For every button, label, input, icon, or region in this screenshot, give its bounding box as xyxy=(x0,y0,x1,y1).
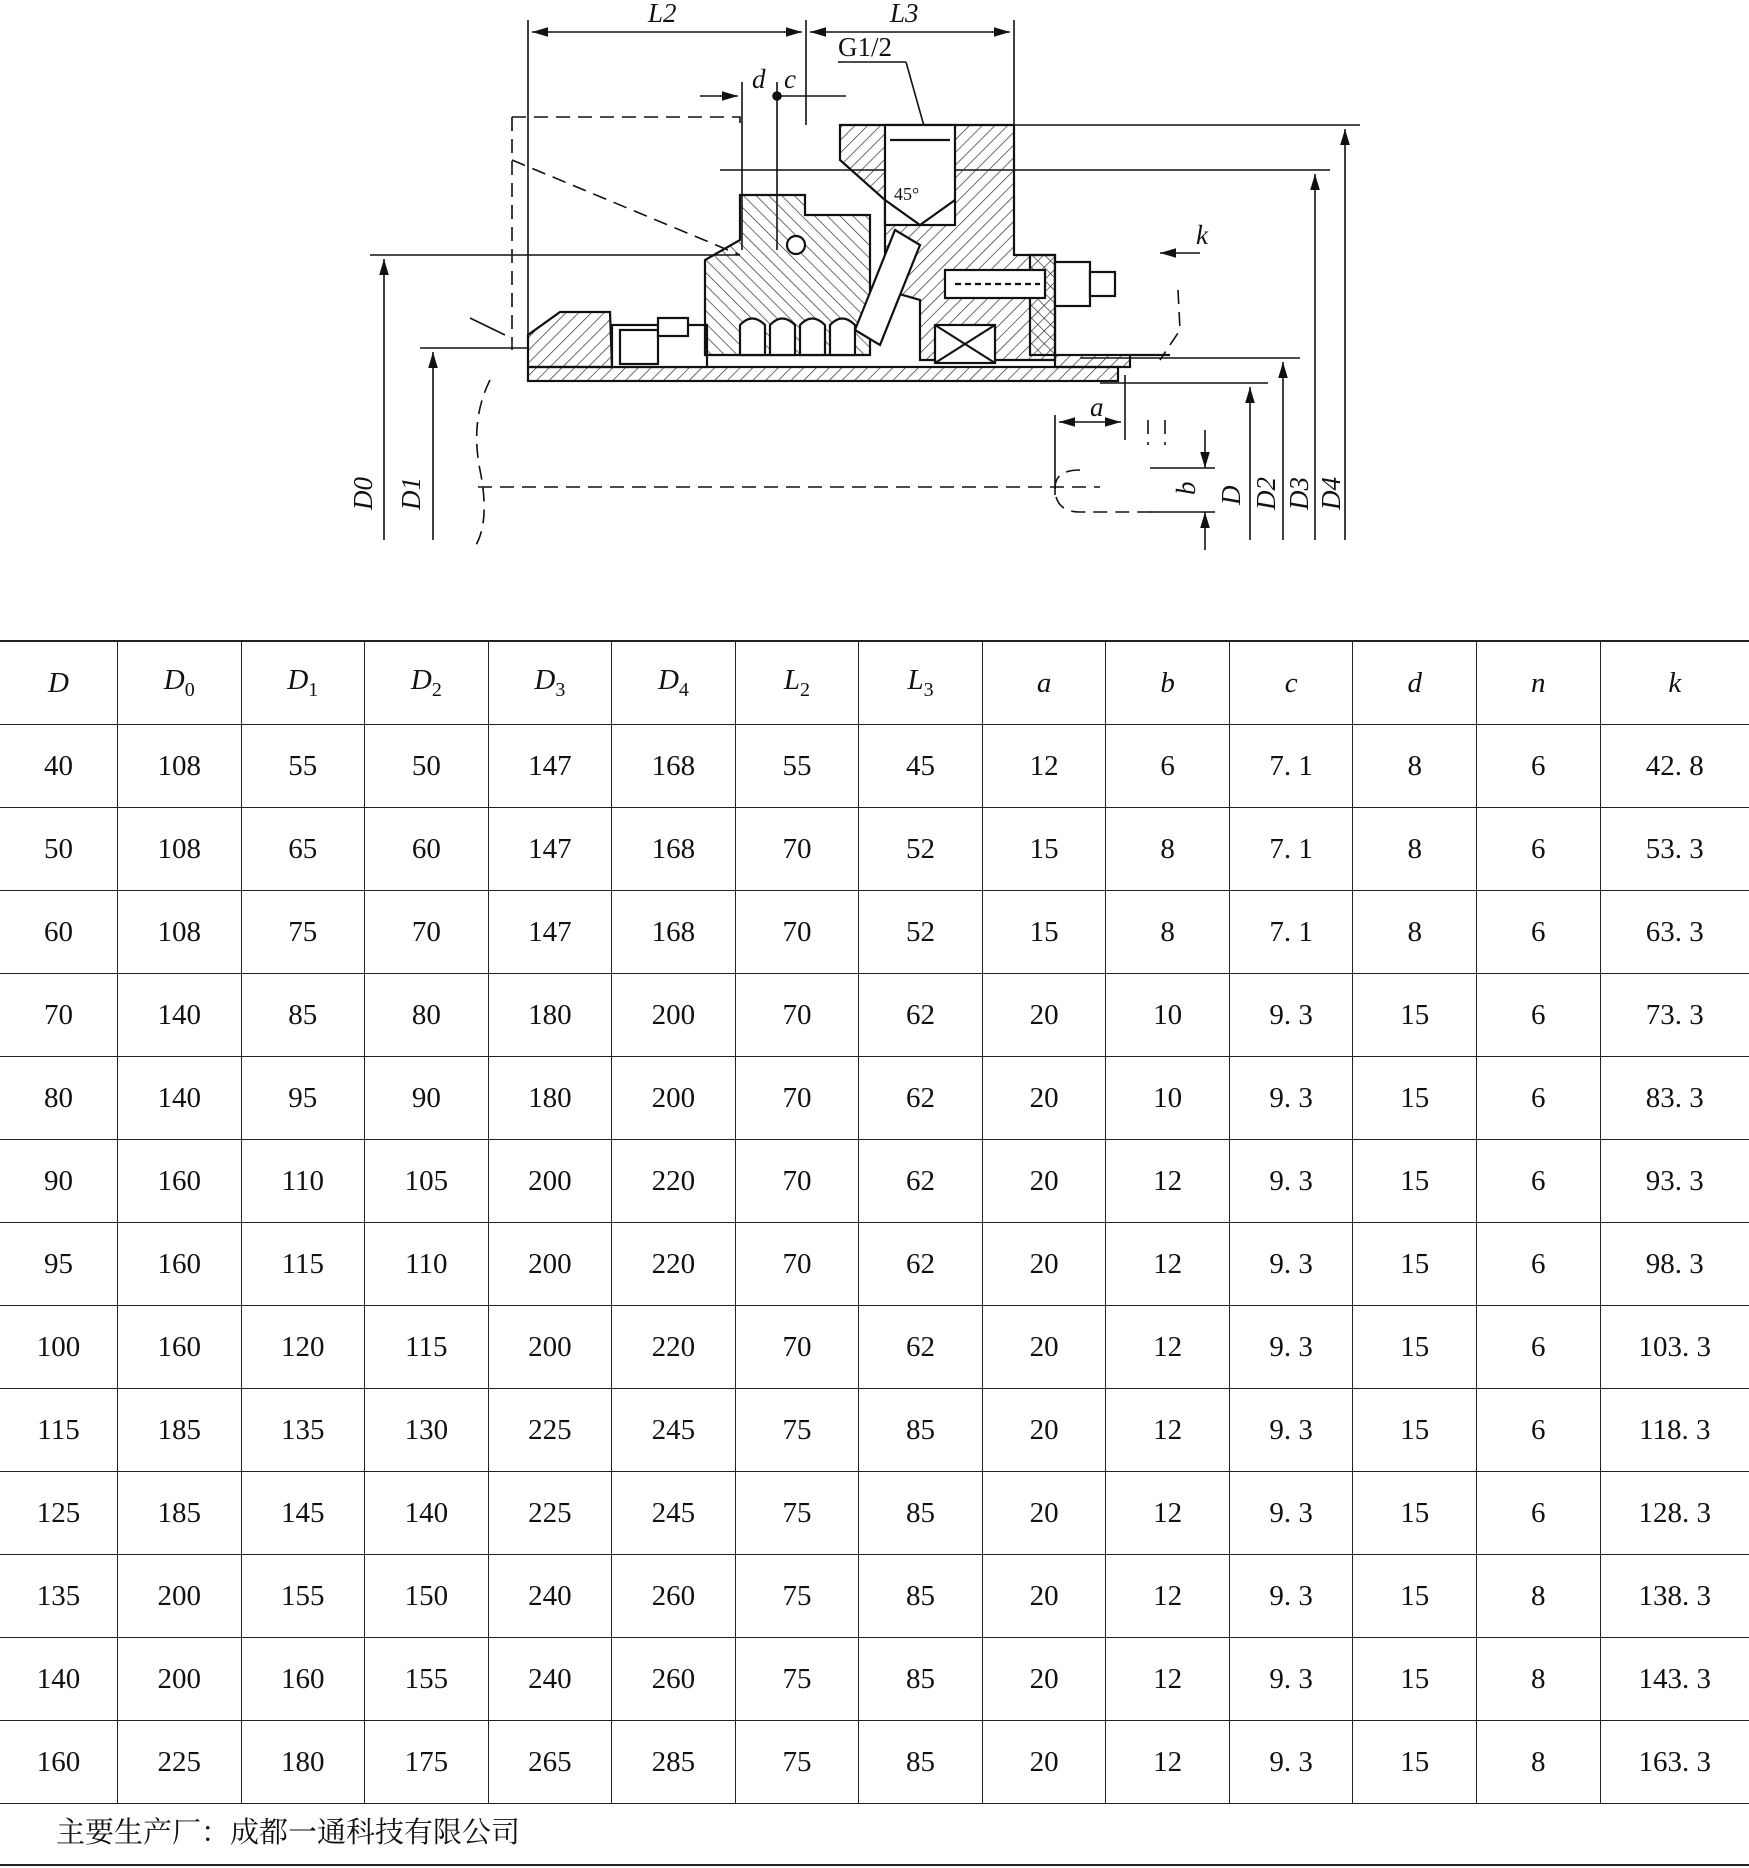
column-header: a xyxy=(982,641,1106,725)
column-header: $D_4$ xyxy=(612,641,736,725)
table-cell: 10 xyxy=(1106,1057,1230,1140)
table-row xyxy=(0,725,1749,808)
table-cell: 85 xyxy=(859,1472,983,1555)
table-cell: 12 xyxy=(1106,1721,1230,1804)
table-cell: 160 xyxy=(241,1638,365,1721)
table-cell: 135 xyxy=(0,1555,117,1638)
table-cell: 8 xyxy=(1353,808,1477,891)
table-cell: 225 xyxy=(117,1721,241,1804)
table-cell: 85 xyxy=(859,1389,983,1472)
table-cell: 140 xyxy=(0,1638,117,1721)
column-header: k xyxy=(1600,641,1749,725)
table-cell: 225 xyxy=(488,1389,612,1472)
table-cell: 115 xyxy=(0,1389,117,1472)
table-cell: 15 xyxy=(982,891,1106,974)
table-cell: 175 xyxy=(365,1721,489,1804)
table-cell: 115 xyxy=(365,1306,489,1389)
table-cell: 70 xyxy=(365,891,489,974)
table-cell: 9. 3 xyxy=(1229,1223,1353,1306)
table-cell: 220 xyxy=(612,1306,736,1389)
table-cell: 7. 1 xyxy=(1229,725,1353,808)
table-cell: 108 xyxy=(117,725,241,808)
table-cell: 15 xyxy=(1353,1140,1477,1223)
table-row xyxy=(0,1057,1749,1140)
column-header: $D_0$ xyxy=(117,641,241,725)
table-row xyxy=(0,891,1749,974)
table-cell: 40 xyxy=(0,725,117,808)
table-cell: 108 xyxy=(117,808,241,891)
table-cell: 160 xyxy=(117,1140,241,1223)
column-header: d xyxy=(1353,641,1477,725)
table-cell: 245 xyxy=(612,1472,736,1555)
table-cell: 138. 3 xyxy=(1600,1555,1749,1638)
column-header: $D_1$ xyxy=(241,641,365,725)
table-cell: 143. 3 xyxy=(1600,1638,1749,1721)
table-cell: 90 xyxy=(0,1140,117,1223)
table-cell: 9. 3 xyxy=(1229,1057,1353,1140)
table-cell: 160 xyxy=(0,1721,117,1804)
column-header: D xyxy=(0,641,117,725)
table-cell: 115 xyxy=(241,1223,365,1306)
table-cell: 180 xyxy=(241,1721,365,1804)
seal-body xyxy=(528,125,1170,381)
table-cell: 9. 3 xyxy=(1229,1638,1353,1721)
table-cell: 8 xyxy=(1353,725,1477,808)
table-cell: 100 xyxy=(0,1306,117,1389)
table-cell: 20 xyxy=(982,1721,1106,1804)
label-D1: D1 xyxy=(396,477,426,510)
table-cell: 52 xyxy=(859,808,983,891)
table-cell: 20 xyxy=(982,1638,1106,1721)
table-header-row xyxy=(0,641,1749,725)
table-cell: 75 xyxy=(735,1721,859,1804)
table-cell: 55 xyxy=(241,725,365,808)
table-cell: 20 xyxy=(982,974,1106,1057)
table-cell: 130 xyxy=(365,1389,489,1472)
table-cell: 75 xyxy=(735,1555,859,1638)
table-cell: 168 xyxy=(612,725,736,808)
table-cell: 200 xyxy=(488,1306,612,1389)
table-row xyxy=(0,1389,1749,1472)
table-cell: 85 xyxy=(859,1638,983,1721)
table-cell: 70 xyxy=(735,891,859,974)
table-cell: 98. 3 xyxy=(1600,1223,1749,1306)
table-cell: 147 xyxy=(488,725,612,808)
table-cell: 260 xyxy=(612,1638,736,1721)
table-cell: 10 xyxy=(1106,974,1230,1057)
table-cell: 140 xyxy=(117,1057,241,1140)
column-header: c xyxy=(1229,641,1353,725)
table-cell: 9. 3 xyxy=(1229,1306,1353,1389)
table-cell: 15 xyxy=(1353,1389,1477,1472)
table-cell: 6 xyxy=(1476,725,1600,808)
column-header: $D_3$ xyxy=(488,641,612,725)
table-cell: 73. 3 xyxy=(1600,974,1749,1057)
table-cell: 15 xyxy=(1353,974,1477,1057)
label-D2: D2 xyxy=(1251,477,1281,510)
table-cell: 147 xyxy=(488,808,612,891)
table-cell: 160 xyxy=(117,1223,241,1306)
table-cell: 12 xyxy=(1106,1555,1230,1638)
table-cell: 50 xyxy=(0,808,117,891)
table-cell: 240 xyxy=(488,1555,612,1638)
table-cell: 20 xyxy=(982,1389,1106,1472)
table-cell: 163. 3 xyxy=(1600,1721,1749,1804)
table-cell: 6 xyxy=(1106,725,1230,808)
label-D: D xyxy=(1216,485,1246,505)
table-cell: 200 xyxy=(488,1140,612,1223)
table-cell: 265 xyxy=(488,1721,612,1804)
manufacturer-text: 主要生产厂：成都一通科技有限公司 xyxy=(56,1815,521,1849)
label-b: b xyxy=(1171,481,1201,495)
table-cell: 75 xyxy=(735,1638,859,1721)
table-cell: 8 xyxy=(1106,808,1230,891)
table-cell: 62 xyxy=(859,1140,983,1223)
table-cell: 155 xyxy=(241,1555,365,1638)
table-cell: 45 xyxy=(859,725,983,808)
label-d: d xyxy=(752,64,766,94)
table-cell: 52 xyxy=(859,891,983,974)
table-cell: 225 xyxy=(488,1472,612,1555)
table-cell: 160 xyxy=(117,1306,241,1389)
table-cell: 62 xyxy=(859,1057,983,1140)
table-row xyxy=(0,1721,1749,1804)
table-cell: 155 xyxy=(365,1638,489,1721)
table-cell: 60 xyxy=(0,891,117,974)
table-cell: 20 xyxy=(982,1223,1106,1306)
table-cell: 140 xyxy=(117,974,241,1057)
table-cell: 245 xyxy=(612,1389,736,1472)
label-L3: L3 xyxy=(890,0,919,28)
table-cell: 7. 1 xyxy=(1229,808,1353,891)
table-cell: 15 xyxy=(982,808,1106,891)
table-cell: 63. 3 xyxy=(1600,891,1749,974)
table-cell: 60 xyxy=(365,808,489,891)
table-cell: 65 xyxy=(241,808,365,891)
table-cell: 200 xyxy=(612,1057,736,1140)
table-cell: 120 xyxy=(241,1306,365,1389)
label-L2: L2 xyxy=(648,0,677,28)
table-cell: 8 xyxy=(1476,1638,1600,1721)
table-cell: 42. 8 xyxy=(1600,725,1749,808)
table-cell: 105 xyxy=(365,1140,489,1223)
table-row xyxy=(0,1140,1749,1223)
table-cell: 70 xyxy=(735,1223,859,1306)
table-cell: 9. 3 xyxy=(1229,1472,1353,1555)
table-row xyxy=(0,1306,1749,1389)
table-cell: 85 xyxy=(859,1555,983,1638)
table-cell: 12 xyxy=(1106,1472,1230,1555)
table-cell: 15 xyxy=(1353,1223,1477,1306)
table-cell: 125 xyxy=(0,1472,117,1555)
table-cell: 20 xyxy=(982,1472,1106,1555)
table-cell: 6 xyxy=(1476,1057,1600,1140)
table-cell: 180 xyxy=(488,974,612,1057)
column-header: n xyxy=(1476,641,1600,725)
table-cell: 50 xyxy=(365,725,489,808)
table-cell: 185 xyxy=(117,1472,241,1555)
table-cell: 145 xyxy=(241,1472,365,1555)
table-row xyxy=(0,1223,1749,1306)
table-cell: 75 xyxy=(735,1389,859,1472)
table-cell: 6 xyxy=(1476,1140,1600,1223)
table-cell: 7. 1 xyxy=(1229,891,1353,974)
table-cell: 15 xyxy=(1353,1721,1477,1804)
dimension-table xyxy=(0,640,1749,1804)
table-cell: 70 xyxy=(735,1057,859,1140)
table-cell: 20 xyxy=(982,1057,1106,1140)
table-cell: 70 xyxy=(735,1140,859,1223)
table-cell: 12 xyxy=(1106,1306,1230,1389)
table-cell: 220 xyxy=(612,1223,736,1306)
table-row xyxy=(0,808,1749,891)
table-cell: 8 xyxy=(1353,891,1477,974)
table-cell: 12 xyxy=(1106,1223,1230,1306)
table-cell: 135 xyxy=(241,1389,365,1472)
table-cell: 150 xyxy=(365,1555,489,1638)
table-cell: 85 xyxy=(241,974,365,1057)
seal-cross-section-drawing xyxy=(0,0,1749,620)
table-cell: 200 xyxy=(117,1638,241,1721)
column-header: $L_3$ xyxy=(859,641,983,725)
table-cell: 95 xyxy=(0,1223,117,1306)
table-cell: 80 xyxy=(365,974,489,1057)
table-cell: 108 xyxy=(117,891,241,974)
label-D0: D0 xyxy=(348,477,378,510)
table-cell: 70 xyxy=(735,1306,859,1389)
label-angle: 45° xyxy=(894,184,920,204)
table-row xyxy=(0,1555,1749,1638)
table-cell: 8 xyxy=(1106,891,1230,974)
table-cell: 62 xyxy=(859,1306,983,1389)
table-cell: 15 xyxy=(1353,1638,1477,1721)
label-G: G1/2 xyxy=(838,32,892,62)
table-cell: 12 xyxy=(1106,1638,1230,1721)
table-cell: 140 xyxy=(365,1472,489,1555)
table-cell: 9. 3 xyxy=(1229,1555,1353,1638)
table-cell: 147 xyxy=(488,891,612,974)
table-cell: 70 xyxy=(0,974,117,1057)
table-cell: 12 xyxy=(1106,1140,1230,1223)
table-cell: 200 xyxy=(612,974,736,1057)
table-cell: 70 xyxy=(735,974,859,1057)
table-cell: 6 xyxy=(1476,1223,1600,1306)
table-cell: 9. 3 xyxy=(1229,1721,1353,1804)
label-c: c xyxy=(784,64,796,94)
table-cell: 75 xyxy=(735,1472,859,1555)
table-cell: 6 xyxy=(1476,1306,1600,1389)
table-cell: 6 xyxy=(1476,808,1600,891)
table-cell: 180 xyxy=(488,1057,612,1140)
table-cell: 185 xyxy=(117,1389,241,1472)
label-k: k xyxy=(1196,220,1208,250)
table-cell: 15 xyxy=(1353,1057,1477,1140)
column-header: b xyxy=(1106,641,1230,725)
table-cell: 220 xyxy=(612,1140,736,1223)
table-cell: 53. 3 xyxy=(1600,808,1749,891)
table-cell: 93. 3 xyxy=(1600,1140,1749,1223)
table-cell: 6 xyxy=(1476,1389,1600,1472)
table-cell: 70 xyxy=(735,808,859,891)
table-cell: 8 xyxy=(1476,1555,1600,1638)
table-cell: 75 xyxy=(241,891,365,974)
table-cell: 9. 3 xyxy=(1229,1389,1353,1472)
table-cell: 6 xyxy=(1476,974,1600,1057)
table-cell: 200 xyxy=(488,1223,612,1306)
table-cell: 15 xyxy=(1353,1472,1477,1555)
table-cell: 12 xyxy=(1106,1389,1230,1472)
table-cell: 110 xyxy=(241,1140,365,1223)
table-cell: 285 xyxy=(612,1721,736,1804)
column-header: $L_2$ xyxy=(735,641,859,725)
table-row xyxy=(0,1638,1749,1721)
table-cell: 240 xyxy=(488,1638,612,1721)
table-cell: 6 xyxy=(1476,891,1600,974)
table-cell: 9. 3 xyxy=(1229,1140,1353,1223)
table-cell: 260 xyxy=(612,1555,736,1638)
column-header: $D_2$ xyxy=(365,641,489,725)
table-cell: 95 xyxy=(241,1057,365,1140)
table-cell: 12 xyxy=(982,725,1106,808)
table-cell: 103. 3 xyxy=(1600,1306,1749,1389)
table-row xyxy=(0,1472,1749,1555)
table-cell: 168 xyxy=(612,808,736,891)
table-cell: 62 xyxy=(859,1223,983,1306)
table-cell: 6 xyxy=(1476,1472,1600,1555)
table-cell: 168 xyxy=(612,891,736,974)
table-cell: 128. 3 xyxy=(1600,1472,1749,1555)
table-cell: 55 xyxy=(735,725,859,808)
label-D4: D4 xyxy=(1316,477,1346,510)
table-cell: 8 xyxy=(1476,1721,1600,1804)
label-D3: D3 xyxy=(1284,477,1314,510)
table-cell: 9. 3 xyxy=(1229,974,1353,1057)
table-cell: 15 xyxy=(1353,1555,1477,1638)
table-cell: 110 xyxy=(365,1223,489,1306)
table-cell: 20 xyxy=(982,1306,1106,1389)
label-a: a xyxy=(1090,392,1104,422)
table-cell: 20 xyxy=(982,1140,1106,1223)
table-cell: 83. 3 xyxy=(1600,1057,1749,1140)
table-cell: 62 xyxy=(859,974,983,1057)
table-cell: 85 xyxy=(859,1721,983,1804)
table-cell: 80 xyxy=(0,1057,117,1140)
table-cell: 118. 3 xyxy=(1600,1389,1749,1472)
manufacturer-note xyxy=(0,1798,1749,1866)
table-cell: 20 xyxy=(982,1555,1106,1638)
table-cell: 90 xyxy=(365,1057,489,1140)
table-cell: 200 xyxy=(117,1555,241,1638)
table-cell: 15 xyxy=(1353,1306,1477,1389)
table-body xyxy=(0,725,1749,1804)
table-row xyxy=(0,974,1749,1057)
